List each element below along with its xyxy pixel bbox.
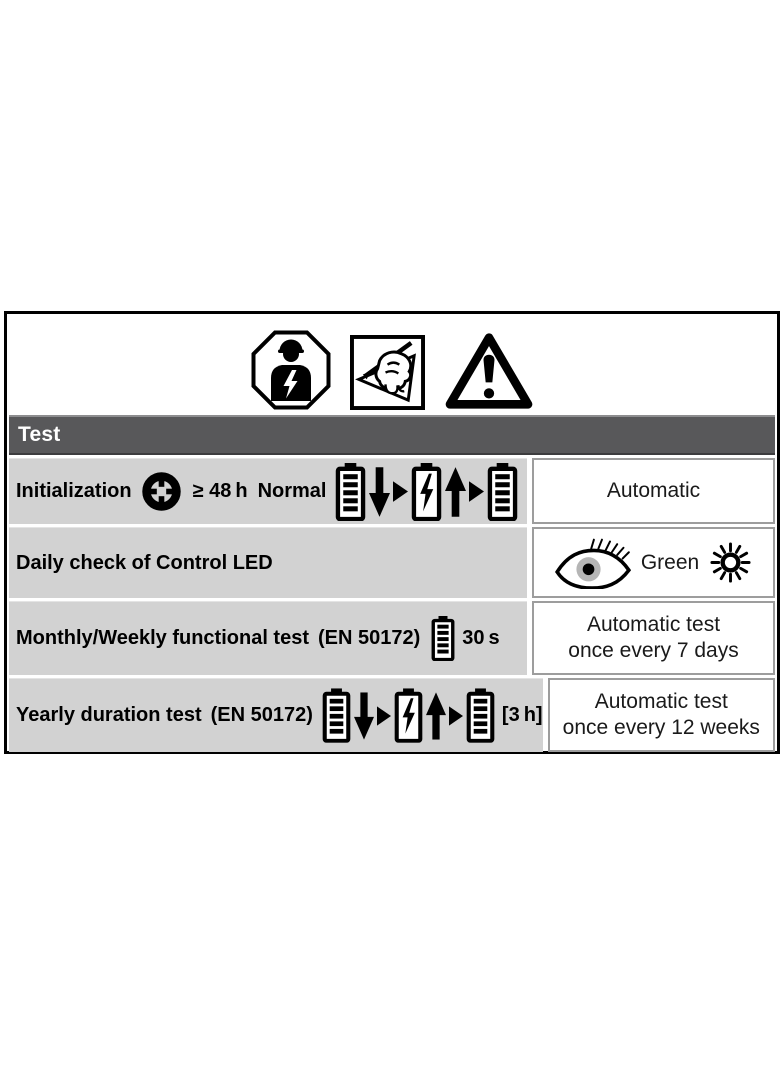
result-line: once every 7 days [568, 639, 739, 662]
initialization-condition: ≥ 48 h [192, 480, 248, 502]
electrician-icon [251, 330, 331, 410]
row-label: Yearly duration test [16, 704, 202, 726]
play-arrow-icon [377, 706, 391, 726]
table-row-daily-check [9, 527, 775, 598]
test-table-panel [4, 311, 780, 754]
initialization-cycle-icon [139, 469, 184, 514]
table-row-duration-test [9, 678, 775, 752]
table-row-functional-test [9, 601, 775, 675]
initialization-result-cell [532, 458, 775, 524]
test-duration: 30 s [462, 627, 500, 649]
discharge-charge-sequence [335, 463, 518, 521]
hand-marking-icon [350, 335, 425, 410]
battery-full-icon [335, 463, 366, 521]
table-row-initialization [9, 458, 775, 524]
arrow-down-icon [354, 692, 374, 740]
standard-reference: (EN 50172) [318, 627, 421, 649]
result-line: once every 12 weeks [562, 716, 760, 739]
play-arrow-icon [469, 481, 484, 502]
safety-icon-strip [7, 314, 777, 415]
daily-check-result-cell [532, 527, 775, 598]
result-line: Automatic test [586, 613, 721, 636]
battery-full-icon [466, 688, 495, 743]
row-label: Monthly/Weekly functional test [16, 627, 309, 649]
battery-full-icon [487, 463, 518, 521]
battery-full-icon [431, 616, 455, 661]
led-color-label: Green [640, 550, 700, 574]
row-label: Initialization [16, 480, 132, 502]
result-line: Automatic test [594, 690, 728, 713]
initialization-mode: Normal [257, 480, 327, 502]
warning-triangle-icon [444, 330, 534, 410]
functional-test-description-cell [9, 601, 527, 675]
section-title: Test [18, 423, 61, 446]
initialization-description-cell [9, 458, 527, 524]
eye-icon [554, 537, 632, 589]
duration-test-result-cell [548, 678, 775, 752]
led-glow-icon [708, 540, 753, 585]
arrow-down-icon [369, 467, 390, 517]
functional-test-result-cell [532, 601, 775, 675]
section-header [9, 415, 775, 455]
discharge-charge-sequence [322, 688, 495, 743]
daily-check-description-cell [9, 527, 527, 598]
arrow-up-icon [426, 692, 446, 740]
play-arrow-icon [393, 481, 408, 502]
battery-full-icon [322, 688, 351, 743]
test-duration: [3 h] [501, 704, 543, 726]
play-arrow-icon [449, 706, 463, 726]
result-text: Automatic [606, 479, 701, 502]
battery-lightning-icon [411, 463, 442, 521]
standard-reference: (EN 50172) [210, 704, 313, 726]
battery-lightning-icon [394, 688, 423, 743]
arrow-up-icon [445, 467, 466, 517]
duration-test-description-cell [9, 678, 543, 752]
row-label: Daily check of Control LED [16, 551, 273, 574]
